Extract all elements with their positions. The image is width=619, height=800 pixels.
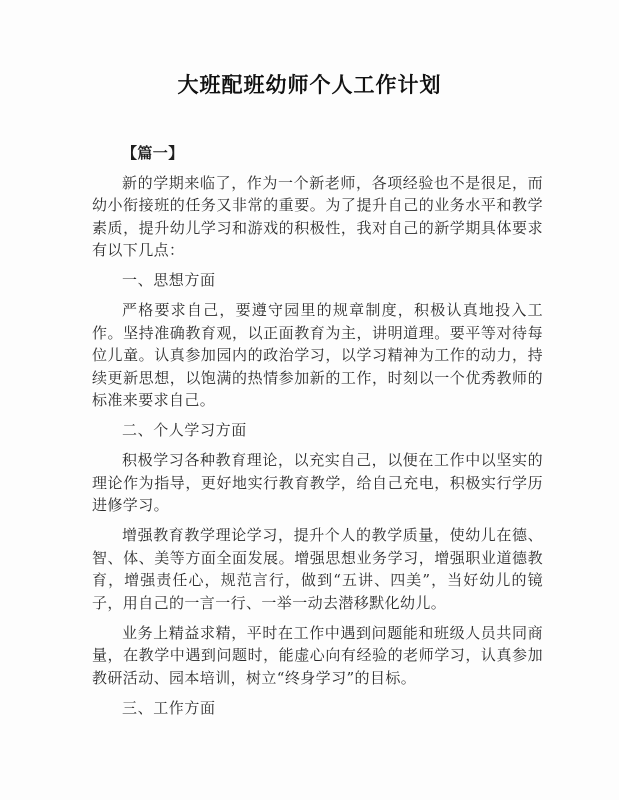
document-title: 大班配班幼师个人工作计划 [177,73,442,97]
intro-paragraph: 新的学期来临了，作为一个新老师，各项经验也不是很足，而幼小衔接班的任务又非常的重要。为了提升自己的业务水平和教学素质，提升幼儿学习和游戏的积极性，我对自己的新学期具体要求有以下几点： [92,173,543,259]
section-heading-work: 三、工作方面 [122,698,216,717]
section-label-part-one: 【篇一】 [122,144,184,162]
paragraph-ideology-1: 严格要求自己，要遵守园里的规章制度，积极认真地投入工作。坚持准确教育观，以正面教育为主，讲明道理。要平等对待每位儿童。认真参加园内的政治学习，以学习精神为工作的动力，持续更新思想，以饱满的热情参加新的工作，时刻以一个优秀教师的标准来要求自己。 [92,301,543,409]
paragraph-study-1: 积极学习各种教育理论，以充实自己，以便在工作中以坚实的理论作为指导，更好地实行教育教学，给自己充电，积极实行学历进修学习。 [92,451,543,514]
section-heading-personal-study: 二、个人学习方面 [122,421,247,439]
section-heading-ideology: 一、思想方面 [122,271,216,289]
paragraph-study-2: 增强教育教学理论学习，提升个人的教学质量，使幼儿在德、智、体、美等方面全面发展。增强思想业务学习，增强职业道德教育，增强责任心，规范言行，做到“五讲、四美”，当好幼儿的镜子，用自己的一言一行、一举一动去潜移默化幼儿。 [92,526,543,612]
paragraph-study-3: 业务上精益求精，平时在工作中遇到问题能和班级人员共同商量，在教学中遇到问题时，能虚心向有经验的老师学习，认真参加教研活动、园本培训，树立“终身学习”的目标。 [92,623,543,687]
